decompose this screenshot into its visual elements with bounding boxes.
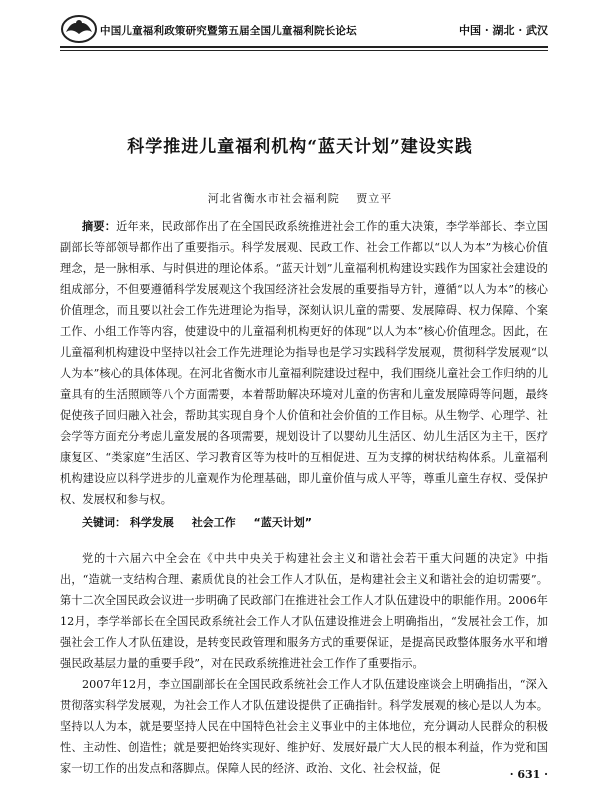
header-title: 中国儿童福利政策研究暨第五届全国儿童福利院长论坛 xyxy=(100,25,357,37)
keywords-label: 关键词： xyxy=(82,516,126,529)
author-affiliation: 河北省衡水市社会福利院 xyxy=(207,192,340,205)
author-line xyxy=(0,190,600,206)
keywords xyxy=(60,514,548,530)
article-title: 科学推进儿童福利机构“蓝天计划”建设实践 xyxy=(127,137,473,157)
body-text xyxy=(60,548,548,779)
forum-logo-icon xyxy=(60,14,98,44)
author-name: 贾立平 xyxy=(356,192,393,205)
header-location: 中国 · 湖北 · 武汉 xyxy=(459,24,548,37)
page-number: · 631 · xyxy=(509,768,548,781)
body-paragraph-2: 2007年12月，李立国副部长在全国民政系统社会工作人才队伍建设座谈会上明确指出，“深入贯彻落实科学发展观，为社会工作人才队伍建设提供了正确指针。科学发展观的核心是以人为本。坚持以人为本，就是要坚持人民在中国特色社会主义事业中的主体地位，充分调动人民群众的积极性、主动性、创造性；就是要把始终实现好、维护好、发展好最广大人民的根本利益，作为党和国家一切工作的出发点和落脚点。保障人民的经济、政治、文化、社会权益，促 xyxy=(60,678,548,775)
abstract-text: 近年来，民政部作出了在全国民政系统推进社会工作的重大决策，李学举部长、李立国副部长等部领导都作出了重要指示。科学发展观、民政工作、社会工作都以“以人为本”为核心价值理念，是一脉相承、与时俱进的理论体系。“蓝天计划”儿童福利机构建设实践作为国家社会建设的组成部分，不但要遵循科学发展观这个我国经济社会发展的重要指导方针，遵循“以人为本”的核心价值理念，而且要以社会工作先进理论为指导，深刻认识儿童的需要、发展障碍、权力保障、个案工作、小组工作等内容，使建设中的儿童福利机构更好的体现“以人为本”核心价值理念。因此，在儿童福利机构建设中坚持以社会工作先进理论为指导也是学习实践科学发展观，贯彻科学发展观“以人为本”核心的具体体现。在河北省衡水市儿童福利院建设过程中，我们围绕儿童社会工作归纳的儿童具有的生活照顾等八个方面需要，本着帮助解决环境对儿童的伤害和儿童发展障碍等问题，最终促使孩子回归融入社会，帮助其实现自身个人价值和社会价值的工作目标。从生物学、心理学、社会学等方面充分考虑儿童发展的各项需要，规划设计了以婴幼儿生活区、幼儿生活区为主干，医疗康复区、“类家庭”生活区、学习教育区等为枝叶的互相促进、互为支撑的树状结构体系。儿童福利机构建设应以科学进步的儿童观作为伦理基础，即儿童价值与成人平等，尊重儿童生存权、受保护权、发展权和参与权。 xyxy=(60,220,548,506)
header-rule-thin xyxy=(60,50,548,51)
body-paragraph-1: 党的十六届六中全会在《中共中央关于构建社会主义和谐社会若干重大问题的决定》中指出，“造就一支结构合理、素质优良的社会工作人才队伍，是构建社会主义和谐社会的迫切需要”。第十二次全国民政会议进一步明确了民政部门在推进社会工作人才队伍建设中的职能作用。2006年12月，李学举部长在全国民政系统社会工作人才队伍建设推进会上明确指出，“发展社会工作，加强社会工作人才队伍建设，是转变民政管理和服务方式的重要保证，是提高民政整体服务水平和增强民政基层力量的重要手段”，对在民政系统推进社会工作作了重要指示。 xyxy=(60,552,548,670)
keyword-3: “蓝天计划” xyxy=(253,516,312,529)
keyword-1: 科学发展 xyxy=(129,516,174,529)
abstract xyxy=(60,216,548,510)
header-rule-thick xyxy=(60,46,548,48)
abstract-label: 摘要： xyxy=(82,220,117,233)
page-header xyxy=(60,14,548,44)
keyword-2: 社会工作 xyxy=(191,516,236,529)
